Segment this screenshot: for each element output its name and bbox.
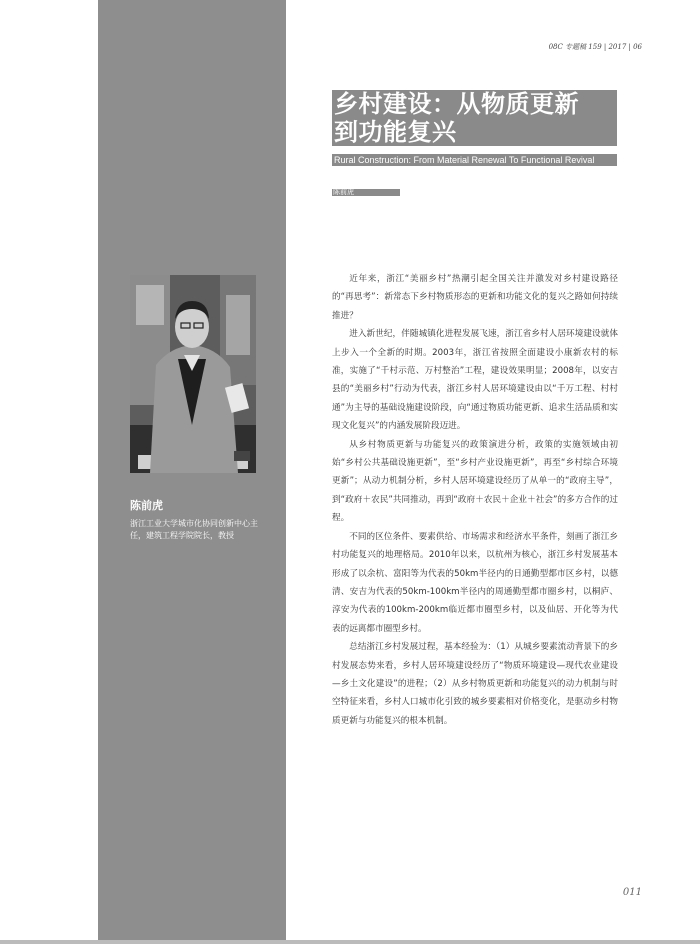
bottom-edge-rule xyxy=(0,940,700,944)
article-byline: 陈前虎 xyxy=(333,188,354,196)
issue-header: 08C 专题稿 159 | 2017 | 06 xyxy=(548,43,642,51)
article-subtitle: Rural Construction: From Material Renewal To Functional Revival xyxy=(334,155,595,165)
page-number: 011 xyxy=(622,887,642,898)
title-line-1: 乡村建设：从物质更新 xyxy=(334,89,579,118)
article-body xyxy=(332,270,618,730)
title-line-2: 到功能复兴 xyxy=(334,117,457,146)
body-paragraph: 从乡村物质更新与功能复兴的政策演进分析，政策的实施领域由初始“乡村公共基础设施更新”，至“乡村产业设施更新”，再至“乡村综合环境更新”；从动力机制分析，乡村人居环境建设经历了从单一的“政府主导”，到“政府＋农民”共同推动，再到“政府＋农民＋企业＋社会”的多方合作的过程。 xyxy=(332,439,618,524)
author-name: 陈前虎 xyxy=(130,499,163,512)
portrait-photo-image xyxy=(130,275,256,473)
body-paragraph: 近年来，浙江“美丽乡村”热潮引起全国关注并激发对乡村建设路径的“再思考”：新常态下乡村物质形态的更新和功能文化的复兴之路如何持续推进？ xyxy=(332,274,618,321)
article-title xyxy=(334,90,624,146)
author-portrait xyxy=(130,275,256,473)
body-paragraph: 进入新世纪，伴随城镇化进程发展飞速，浙江省乡村人居环境建设就体上步入一个全新的时期。2003年，浙江省按照全面建设小康新农村的标准，实施了“千村示范、万村整治”工程，建设效果明显；2008年，以安吉县的“美丽乡村”行动为代表，浙江乡村人居环境建设由以“千万工程、村村通”为主导的基础设施建设阶段，向“通过物质功能更新、追求生活品质和实现文化复兴”的内涵发展阶段迈进。 xyxy=(332,329,618,432)
author-bio: 浙江工业大学城市化协同创新中心主任，建筑工程学院院长，教授 xyxy=(130,519,258,540)
body-paragraph: 总结浙江乡村发展过程，基本经验为：（1）从城乡要素流动背景下的乡村发展态势来看，乡村人居环境建设经历了“物质环境建设—现代农业建设—乡土文化建设”的进程；（2）从乡村物质更新和功能复兴的动力机制与时空特征来看，乡村人口城市化引致的城乡要素相对价格变化，是驱动乡村物质更新与功能复兴的根本机制。 xyxy=(332,642,618,726)
body-paragraph: 不同的区位条件、要素供给、市场需求和经济水平条件，刻画了浙江乡村功能复兴的地理格局。2010年以来，以杭州为核心，浙江乡村发展基本形成了以余杭、富阳等为代表的50km半径内的日通勤型都市区乡村，以德清、安吉为代表的50km-100km半径内的周通勤型都市圈乡村，以桐庐、淳安为代表的100km-200km临近都市圈型乡村，以及仙居、开化等为代表的远离都市圈型乡村。 xyxy=(332,531,618,634)
